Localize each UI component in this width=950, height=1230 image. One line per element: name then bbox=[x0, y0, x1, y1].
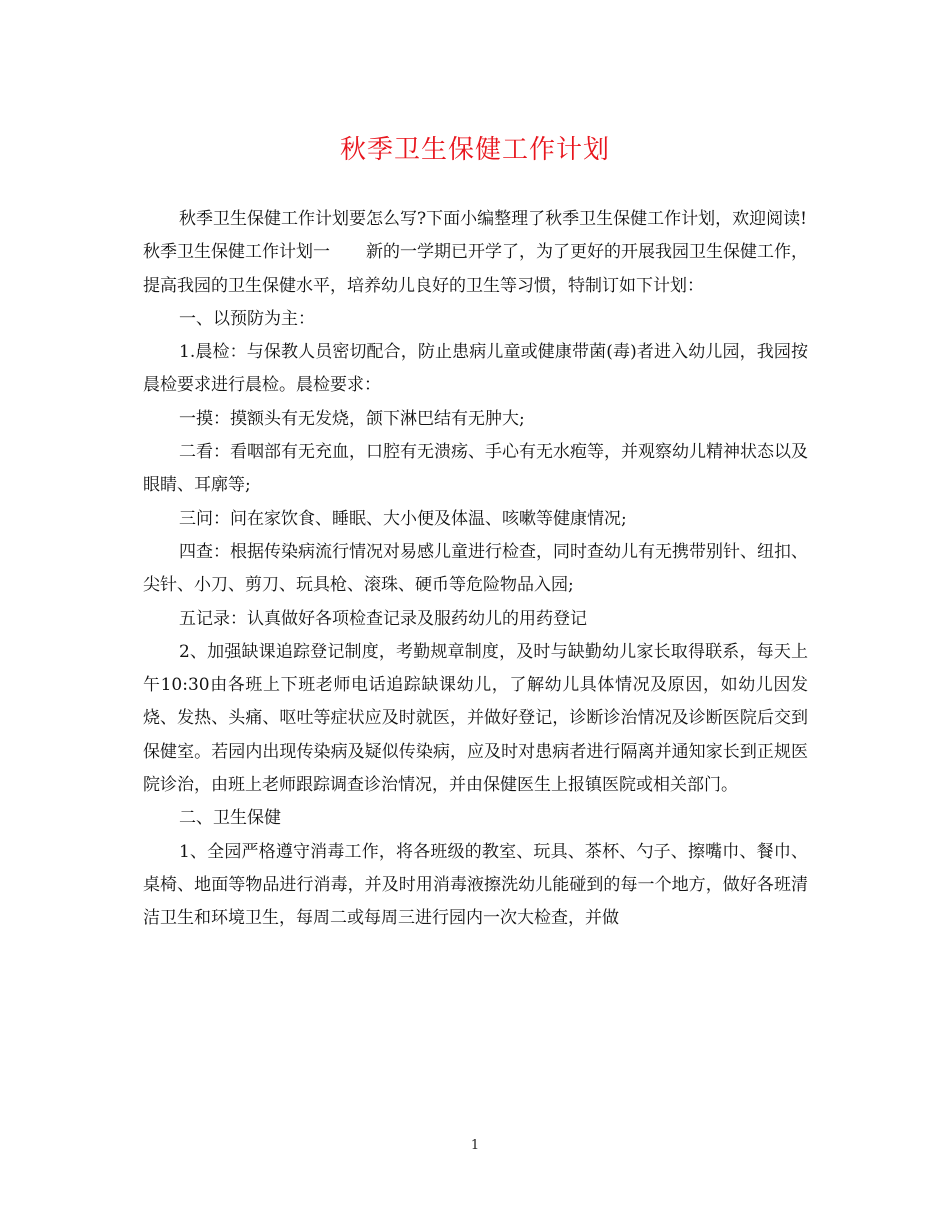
check-inspect: 四查：根据传染病流行情况对易感儿童进行检查，同时查幼儿有无携带别针、纽扣、尖针、小刀、剪刀、玩具枪、滚珠、硬币等危险物品入园; bbox=[143, 541, 808, 596]
check-look: 二看：看咽部有无充血，口腔有无溃疡、手心有无水疱等，并观察幼儿精神状态以及眼睛、耳廓等; bbox=[143, 442, 808, 496]
document-body bbox=[143, 203, 808, 936]
plan-paragraph bbox=[143, 236, 808, 303]
plan-intro: 新的一学期已开学了，为了更好的开展我园卫生保健工作，提高我园的卫生保健水平，培养幼儿良好的卫生等习惯，特制订如下计划： bbox=[143, 242, 808, 296]
document-title: 秋季卫生保健工作计划 bbox=[339, 135, 610, 165]
intro-paragraph: 秋季卫生保健工作计划要怎么写?下面小编整理了秋季卫生保健工作计划，欢迎阅读! bbox=[179, 209, 807, 229]
morning-check-paragraph: 1.晨检：与保教人员密切配合，防止患病儿童或健康带菌(毒)者进入幼儿园，我园按晨检要求进行晨检。晨检要求： bbox=[143, 342, 808, 396]
page-number: 1 bbox=[470, 1138, 480, 1153]
check-record: 五记录：认真做好各项检查记录及服药幼儿的用药登记 bbox=[179, 608, 587, 629]
check-touch: 一摸：摸额头有无发烧，颌下淋巴结有无肿大; bbox=[179, 408, 525, 429]
disinfection-paragraph: 1、全园严格遵守消毒工作，将各班级的教室、玩具、茶杯、勺子、擦嘴巾、餐巾、桌椅、地面等物品进行消毒，并及时用消毒液擦洗幼儿能碰到的每一个地方，做好各班清洁卫生和环境卫生，每周二或每周三进行园内一次大检查，并做 bbox=[143, 841, 808, 929]
plan-heading: 秋季卫生保健工作计划一 bbox=[143, 242, 330, 263]
section-heading-hygiene: 二、卫生保健 bbox=[179, 808, 281, 829]
absence-tracking-paragraph: 2、加强缺课追踪登记制度，考勤规章制度，及时与缺勤幼儿家长取得联系，每天上午10:30由各班上下班老师电话追踪缺课幼儿，了解幼儿具体情况及原因，如幼儿因发烧、发热、头痛、呕吐等症状应及时就医，并做好登记，诊断诊治情况及诊断医院后交到保健室。若园内出现传染病及疑似传染病，应及时对患病者进行隔离并通知家长到正规医院诊治，由班上老师跟踪调查诊治情况，并由保健医生上报镇医院或相关部门。 bbox=[143, 641, 808, 796]
check-ask: 三问：问在家饮食、睡眠、大小便及体温、咳嗽等健康情况; bbox=[179, 508, 627, 529]
section-heading-prevention: 一、以预防为主： bbox=[179, 308, 315, 329]
